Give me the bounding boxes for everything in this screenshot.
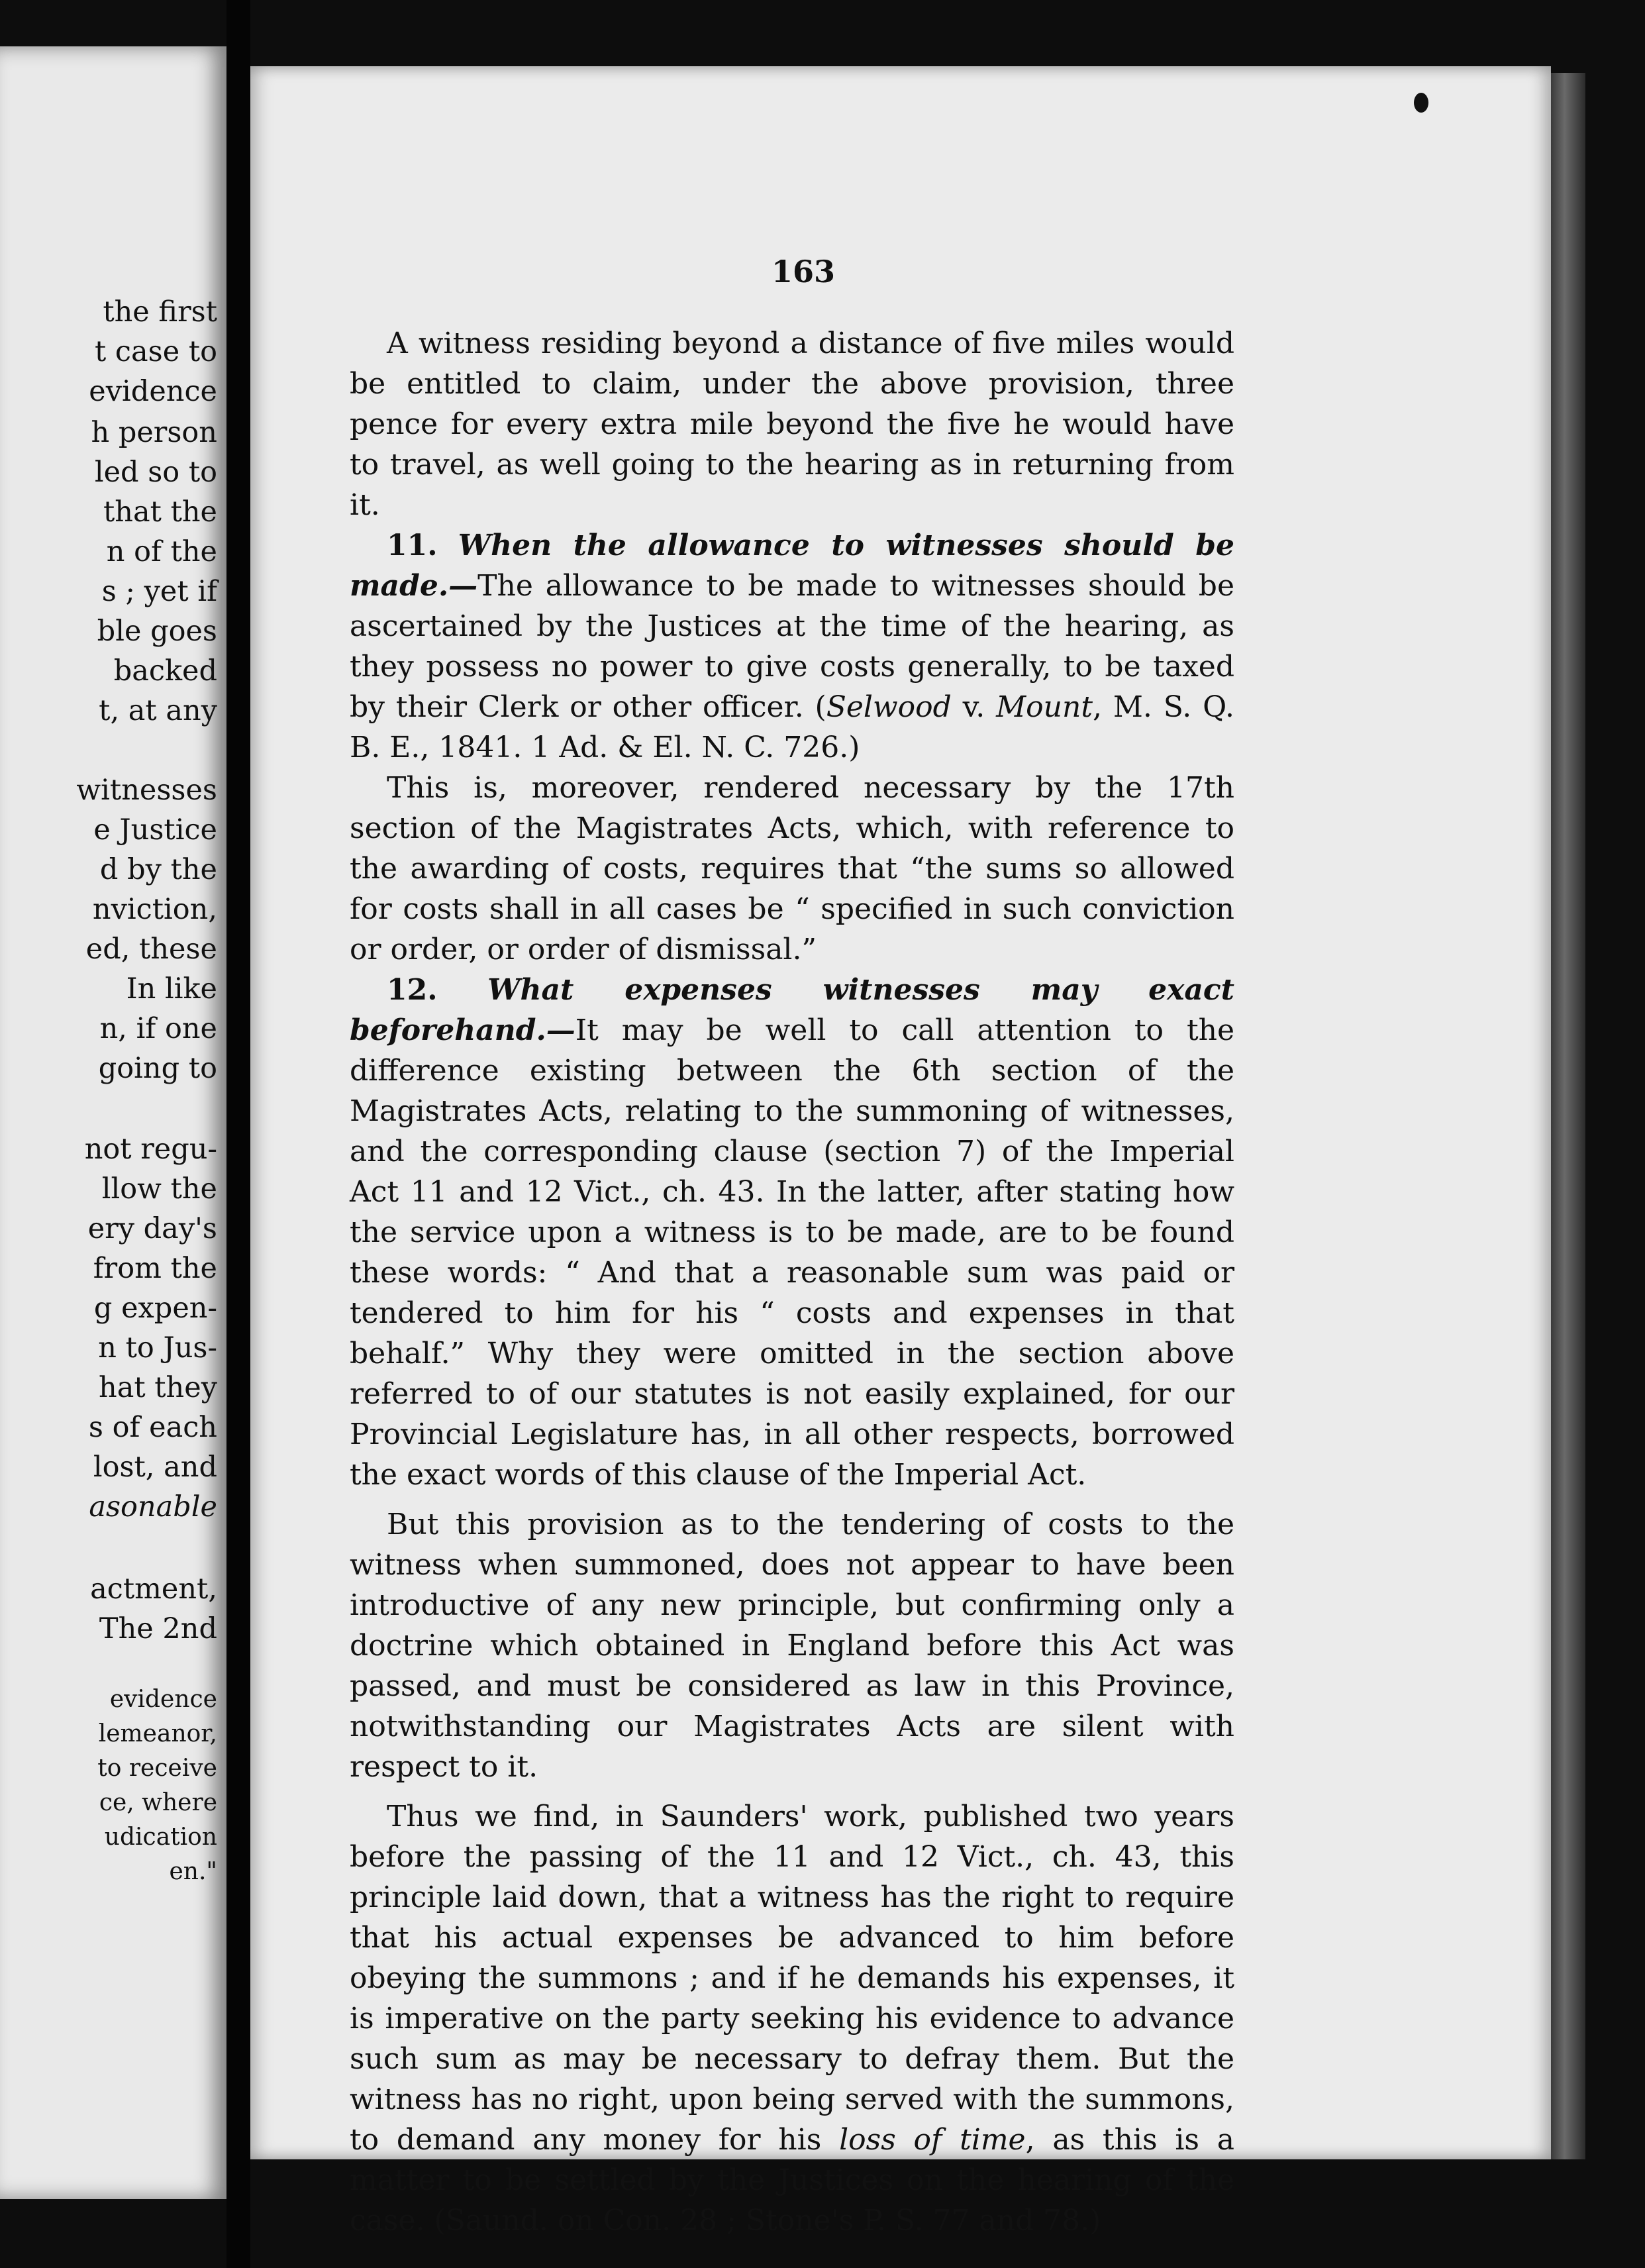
left-page-line: t, at any — [99, 694, 217, 727]
left-page — [0, 46, 226, 2199]
left-page-line: n to Jus- — [98, 1331, 217, 1365]
left-page-line: ce, where — [99, 1789, 217, 1816]
left-page-line: udication — [104, 1824, 217, 1851]
book-gutter — [226, 0, 250, 2268]
left-page-line: lemeanor, — [98, 1720, 217, 1747]
paragraph-17th-section: This is, moreover, rendered necessary by the 17th section of the Magistrates Acts, which, with reference to the awarding of costs, requires that “the sums so allowed for costs shall in all cases be “ specified in such conviction or order, or order of dismissal.” — [350, 771, 1234, 966]
left-page-line: evidence — [89, 375, 217, 408]
left-page-line: n, if one — [99, 1012, 217, 1045]
case-name-selwood: Selwood — [826, 690, 952, 724]
paragraph-witness-distance: A witness residing beyond a distance of five miles would be entitled to claim, under the above provision, three pence for every extra mile beyond the five he would have to travel, as well going to the hearing as in returning from it. — [350, 327, 1234, 522]
saunders-text-a: Thus we find, in Saunders' work, published two years before the passing of the 11 and 12 Vict., ch. 43, this principle laid down, that a witness has the right to require that his actual expenses be advanced to him before obeying the summons ; and if he demands his expenses, it is imperative on the party seeking his evidence to advance such sum as may be necessary to defray them. But the witness has no right, upon being served with the summons, to demand any money for his — [350, 1800, 1234, 2157]
page-number: 163 — [772, 254, 836, 289]
section-11-text: The allowance to be made to witnesses should be ascertained by the Justices at the time of the hearing, as they possess no power to give costs generally, to be taxed by their Clerk or other officer. ( — [350, 569, 1234, 724]
section-12 — [350, 970, 1234, 1495]
left-page-line: The 2nd — [99, 1612, 217, 1645]
left-page-line: hat they — [99, 1371, 217, 1404]
left-page-line: h person — [91, 416, 217, 449]
left-page-line: nviction, — [92, 893, 217, 926]
left-page-line: llow the — [101, 1172, 217, 1206]
left-page-line: lost, and — [93, 1451, 217, 1484]
section-12-title: What expenses witnesses may exact beforehand.— — [350, 973, 1234, 1047]
left-page-line: not regu- — [84, 1133, 217, 1166]
left-page-line: the first — [103, 295, 217, 329]
left-page-line: e Justice — [93, 813, 217, 847]
left-page-line: In like — [126, 972, 217, 1005]
section-11-title: When the allowance to witnesses should be made.— — [350, 529, 1234, 603]
left-page-line: witnesses — [76, 774, 217, 807]
case-name-mount: Mount — [996, 690, 1093, 724]
left-page-line: g expen- — [93, 1292, 217, 1325]
left-page-line: actment, — [90, 1572, 217, 1606]
left-page-line: ed, these — [85, 933, 217, 966]
section-12-number: 12. — [387, 973, 438, 1007]
left-page-line: from the — [93, 1252, 217, 1285]
page-edge — [1551, 73, 1585, 2159]
left-page-line: going to — [98, 1052, 217, 1085]
case-citation: , M. S. Q. B. E., 1841. 1 Ad. & El. N. C. 726.) — [350, 690, 1234, 764]
left-page-line: that the — [103, 495, 217, 529]
section-11-number: 11. — [387, 529, 438, 562]
left-page-line: t case to — [94, 335, 217, 368]
left-page-line: asonable — [89, 1490, 217, 1523]
left-page-line: ble goes — [97, 615, 217, 648]
left-page-line: en." — [169, 1858, 217, 1885]
case-versus: v. — [951, 690, 997, 724]
left-page-line: ery day's — [87, 1212, 217, 1245]
left-page-line: evidence — [109, 1686, 217, 1713]
left-page-line: backed — [113, 654, 217, 688]
left-page-line: to receive — [97, 1755, 217, 1782]
ink-spot — [1414, 93, 1428, 113]
paragraph-saunders — [350, 1796, 1234, 2241]
left-page-line: s ; yet if — [101, 575, 217, 608]
body-text — [350, 323, 1234, 2241]
left-page-line: s of each — [88, 1411, 217, 1444]
loss-of-time: loss of time — [839, 2123, 1026, 2157]
saunders-text-b: , as this is a matter to be settled by the Justices on the hearing of the case. (Saund. on Con. 28 ; Stone's P. S. 77 and 78.) — [350, 2123, 1234, 2238]
left-page-line: n of the — [106, 535, 217, 568]
left-page-line: led so to — [94, 456, 217, 489]
paragraph-tendering-costs: But this provision as to the tendering of costs to the witness when summoned, does not appear to have been introductive of any new principle, but confirming only a doctrine which obtained in England before this Act was passed, and must be considered as law in this Province, notwithstanding our Magistrates Acts are silent with respect to it. — [350, 1508, 1234, 1784]
section-11 — [350, 525, 1234, 768]
left-page-line: d by the — [99, 853, 217, 886]
section-12-text: It may be well to call attention to the difference existing between the 6th section of the Magistrates Acts, relating to the summoning of witnesses, and the corresponding clause (section 7) of the Imperial Act 11 and 12 Vict., ch. 43. In the latter, after stating how the service upon a witness is to be made, are to be found these words: “ And that a reasonable sum was paid or tendered to him for his “ costs and expenses in that behalf.” Why they were omitted in the section above referred to of our statutes is not easily explained, for our Provincial Legislature has, in all other respects, borrowed the exact words of this clause of the Imperial Act. — [350, 1013, 1234, 1492]
